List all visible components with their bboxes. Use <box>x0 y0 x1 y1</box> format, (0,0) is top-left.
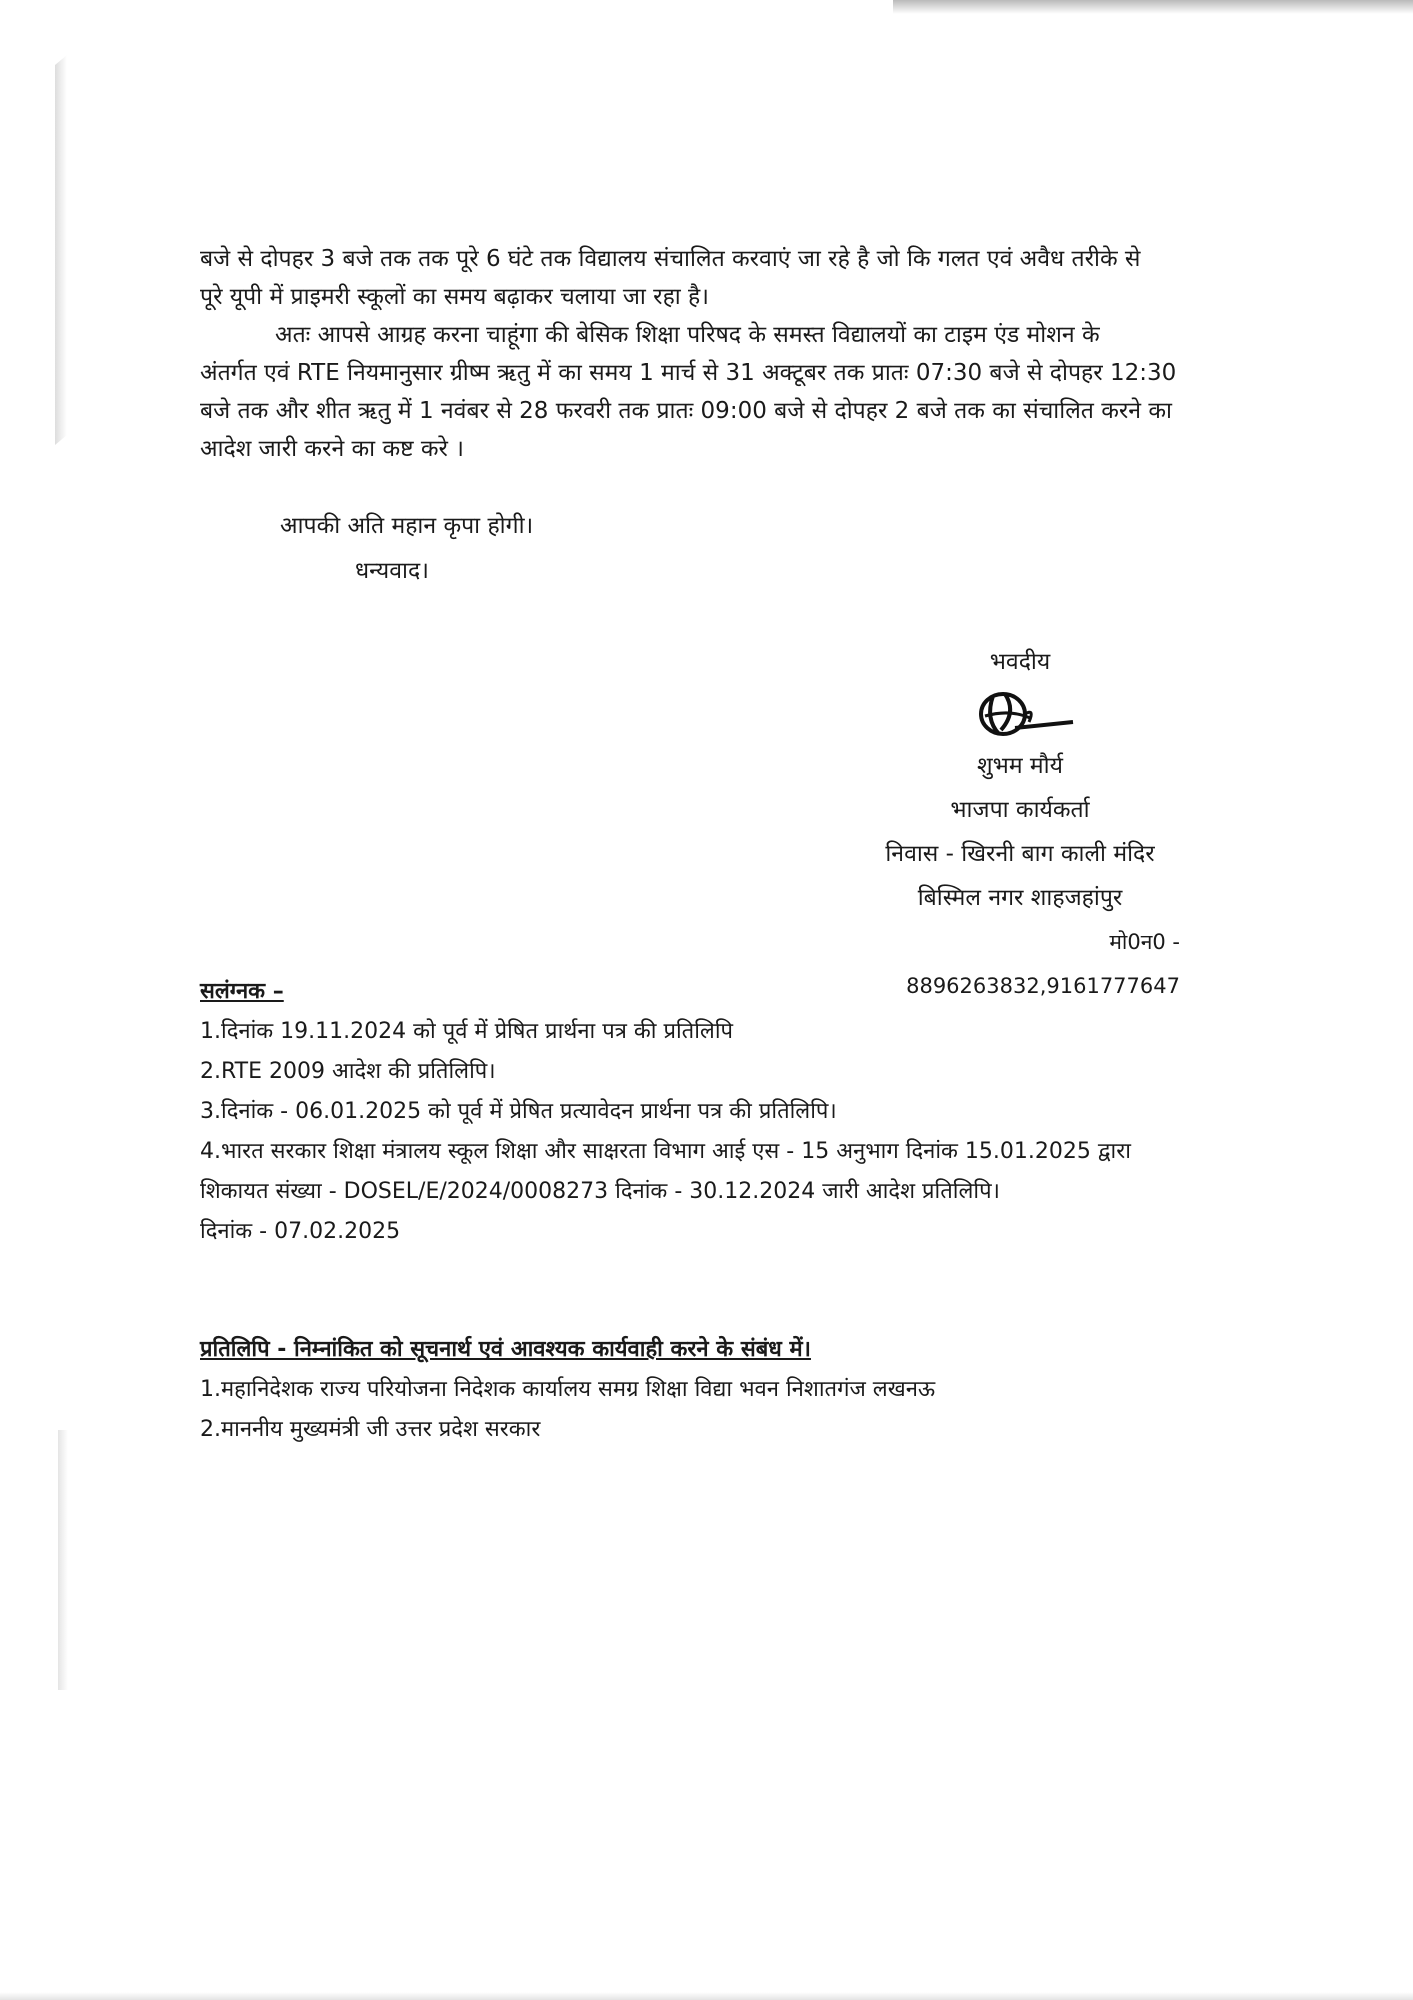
closing-kindness-line: आपकी अति महान कृपा होगी। <box>280 513 534 539</box>
copy-to-item: 2.माननीय मुख्यमंत्री जी उत्तर प्रदेश सरकार <box>200 1417 541 1442</box>
signature-block <box>840 640 1200 1008</box>
scan-edge-shadow-top <box>893 0 1413 14</box>
attachments-heading: सलंग्नक – <box>200 979 284 1004</box>
salutation: भवदीय <box>989 649 1051 675</box>
attachments-date: दिनांक - 07.02.2025 <box>200 1219 401 1244</box>
attachment-item: 3.दिनांक - 06.01.2025 को पूर्व में प्रेषित प्रत्यावेदन प्रार्थना पत्र की प्रतिलिपि। <box>200 1099 837 1124</box>
letter-body-line: बजे तक और शीत ऋतु में 1 नवंबर से 28 फरवरी तक प्रातः 09:00 बजे से दोपहर 2 बजे तक का संचालित करने का <box>200 398 1172 424</box>
signatory-address-line-1: निवास - खिरनी बाग काली मंदिर <box>885 841 1155 867</box>
scan-edge-shadow-left-lower <box>58 1430 68 1690</box>
signatory-designation: भाजपा कार्यकर्ता <box>950 797 1090 823</box>
attachment-item: 1.दिनांक 19.11.2024 को पूर्व में प्रेषित प्रार्थना पत्र की प्रतिलिपि <box>200 1019 734 1044</box>
scan-edge-shadow-bottom <box>0 1992 1413 2000</box>
letter-body <box>200 240 1210 468</box>
letter-body-line: आदेश जारी करने का कष्ट करे । <box>200 436 464 462</box>
attachment-item: 2.RTE 2009 आदेश की प्रतिलिपि। <box>200 1059 496 1084</box>
attachment-item: शिकायत संख्या - DOSEL/E/2024/0008273 दिनांक - 30.12.2024 जारी आदेश प्रतिलिपि। <box>200 1179 1000 1204</box>
letter-body-line: अतः आपसे आग्रह करना चाहूंगा की बेसिक शिक्षा परिषद के समस्त विद्यालयों का टाइम एंड मोशन के <box>275 322 1100 348</box>
copy-to-section <box>200 1330 1250 1450</box>
signatory-mobile: मो0न0 - 8896263832,9161777647 <box>906 930 1180 998</box>
letter-body-line: पूरे यूपी में प्राइमरी स्कूलों का समय बढ़ाकर चलाया जा रहा है। <box>200 284 709 310</box>
scan-edge-shadow-left <box>55 55 67 445</box>
handwritten-signature <box>955 684 1085 744</box>
copy-to-item: 1.महानिदेशक राज्य परियोजना निदेशक कार्यालय समग्र शिक्षा विद्या भवन निशातगंज लखनऊ <box>200 1377 936 1402</box>
signatory-name: शुभम मौर्य <box>977 753 1063 779</box>
closing-thanks-line: धन्यवाद। <box>355 558 429 584</box>
attachments-section <box>200 972 1250 1252</box>
letter-body-line: बजे से दोपहर 3 बजे तक तक पूरे 6 घंटे तक विद्यालय संचालित करवाएं जा रहे है जो कि गलत एवं अवैध तरीके से <box>200 246 1141 272</box>
attachment-item: 4.भारत सरकार शिक्षा मंत्रालय स्कूल शिक्षा और साक्षरता विभाग आई एस - 15 अनुभाग दिनांक 15.01.2025 द्वारा <box>200 1139 1131 1164</box>
letter-body-line: अंतर्गत एवं RTE नियमानुसार ग्रीष्म ऋतु में का समय 1 मार्च से 31 अक्टूबर तक प्रातः 07:30 बजे से दोपहर 12:30 <box>200 360 1177 386</box>
signatory-address-line-2: बिस्मिल नगर शाहजहांपुर <box>917 885 1123 911</box>
copy-to-heading: प्रतिलिपि - निम्नांकित को सूचनार्थ एवं आवश्यक कार्यवाही करने के संबंध में। <box>200 1337 811 1362</box>
